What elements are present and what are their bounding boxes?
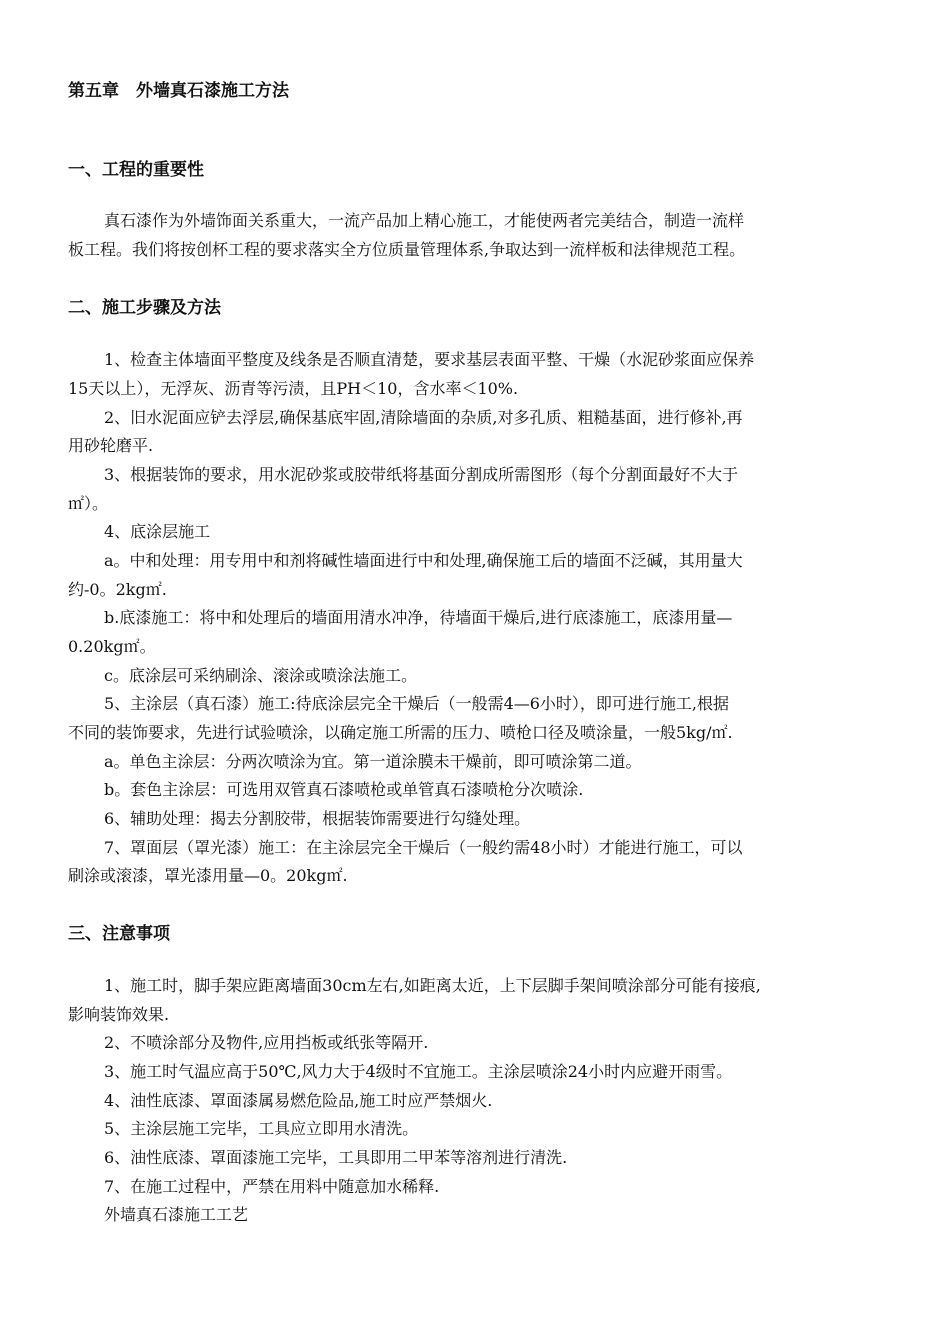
paragraph-line: 5、主涂层（真石漆）施工:待底涂层完全干燥后（一般需4—6小时），即可进行施工,根据 — [104, 694, 730, 713]
paragraph-line: 1、检查主体墙面平整度及线条是否顺直清楚，要求基层表面平整、干燥（水泥砂浆面应保养 — [104, 350, 755, 369]
paragraph-line: b。套色主涂层：可选用双管真石漆喷枪或单管真石漆喷枪分次喷涂. — [104, 780, 584, 799]
paragraph-line: 板工程。我们将按创杯工程的要求落实全方位质量管理体系,争取达到一流样板和法律规范工程。 — [68, 240, 746, 259]
paragraph-line: a。单色主涂层：分两次喷涂为宜。第一道涂膜未干燥前，即可喷涂第二道。 — [104, 752, 642, 771]
paragraph-line: 4、油性底漆、罩面漆属易燃危险品,施工时应严禁烟火. — [104, 1091, 493, 1110]
paragraph-line: 不同的装饰要求，先进行试验喷涂，以确定施工所需的压力、喷枪口径及喷涂量，一般5kg/㎡. — [68, 723, 733, 742]
paragraph-line: b.底漆施工：将中和处理后的墙面用清水冲净，待墙面干燥后,进行底漆施工，底漆用量— — [104, 608, 733, 627]
paragraph-line: 5、主涂层施工完毕，工具应立即用水清洗。 — [104, 1119, 419, 1138]
paragraph-line: 用砂轮磨平. — [68, 436, 154, 455]
paragraph-line: 2、不喷涂部分及物件,应用挡板或纸张等隔开. — [104, 1033, 429, 1052]
paragraph-line: 真石漆作为外墙饰面关系重大，一流产品加上精心施工，才能使两者完美结合，制造一流样 — [104, 211, 745, 230]
paragraph-line: 7、在施工过程中，严禁在用料中随意加水稀释. — [104, 1177, 440, 1196]
paragraph-line: 外墙真石漆施工工艺 — [104, 1205, 249, 1224]
paragraph-line: c。底涂层可采纳刷涂、滚涂或喷涂法施工。 — [104, 666, 417, 685]
paragraph-line: 1、施工时，脚手架应距离墙面30cm左右,如距离太近，上下层脚手架间喷涂部分可能有接痕, — [104, 976, 761, 995]
section-heading-precautions: 三、注意事项 — [68, 924, 170, 944]
paragraph-line: 3、根据装饰的要求，用水泥砂浆或胶带纸将基面分割成所需图形（每个分割面最好不大于 — [104, 465, 739, 484]
paragraph-line: 15天以上），无浮灰、沥青等污渍，且PH＜10，含水率＜10%. — [68, 379, 519, 398]
paragraph-line: 2、旧水泥面应铲去浮层,确保基底牢固,清除墙面的杂质,对多孔质、粗糙基面，进行修补,再 — [104, 408, 743, 427]
section-heading-importance: 一、工程的重要性 — [68, 160, 204, 180]
paragraph-line: 3、施工时气温应高于50℃,风力大于4级时不宜施工。主涂层喷涂24小时内应避开雨雪。 — [104, 1062, 733, 1081]
paragraph-line: a。中和处理：用专用中和剂将碱性墙面进行中和处理,确保施工后的墙面不泛碱，其用量大 — [104, 551, 743, 570]
paragraph-line: 约-0。2kg㎡. — [68, 580, 167, 599]
paragraph-line: ㎡）。 — [68, 494, 109, 513]
paragraph-line: 0.20kg㎡。 — [68, 637, 156, 656]
paragraph-line: 6、辅助处理：揭去分割胶带，根据装饰需要进行勾缝处理。 — [104, 809, 531, 828]
paragraph-line: 影响装饰效果. — [68, 1005, 170, 1024]
section-heading-steps: 二、施工步骤及方法 — [68, 298, 221, 318]
paragraph-line: 6、油性底漆、罩面漆施工完毕，工具即用二甲苯等溶剂进行清洗. — [104, 1148, 568, 1167]
paragraph-line: 刷涂或滚漆，罩光漆用量—0。20kg㎡. — [68, 866, 348, 885]
chapter-title: 第五章 外墙真石漆施工方法 — [68, 81, 289, 101]
paragraph-line: 7、罩面层（罩光漆）施工：在主涂层完全干燥后（一般约需48小时）才能进行施工，可以 — [104, 838, 743, 857]
paragraph-line: 4、底涂层施工 — [104, 522, 211, 541]
